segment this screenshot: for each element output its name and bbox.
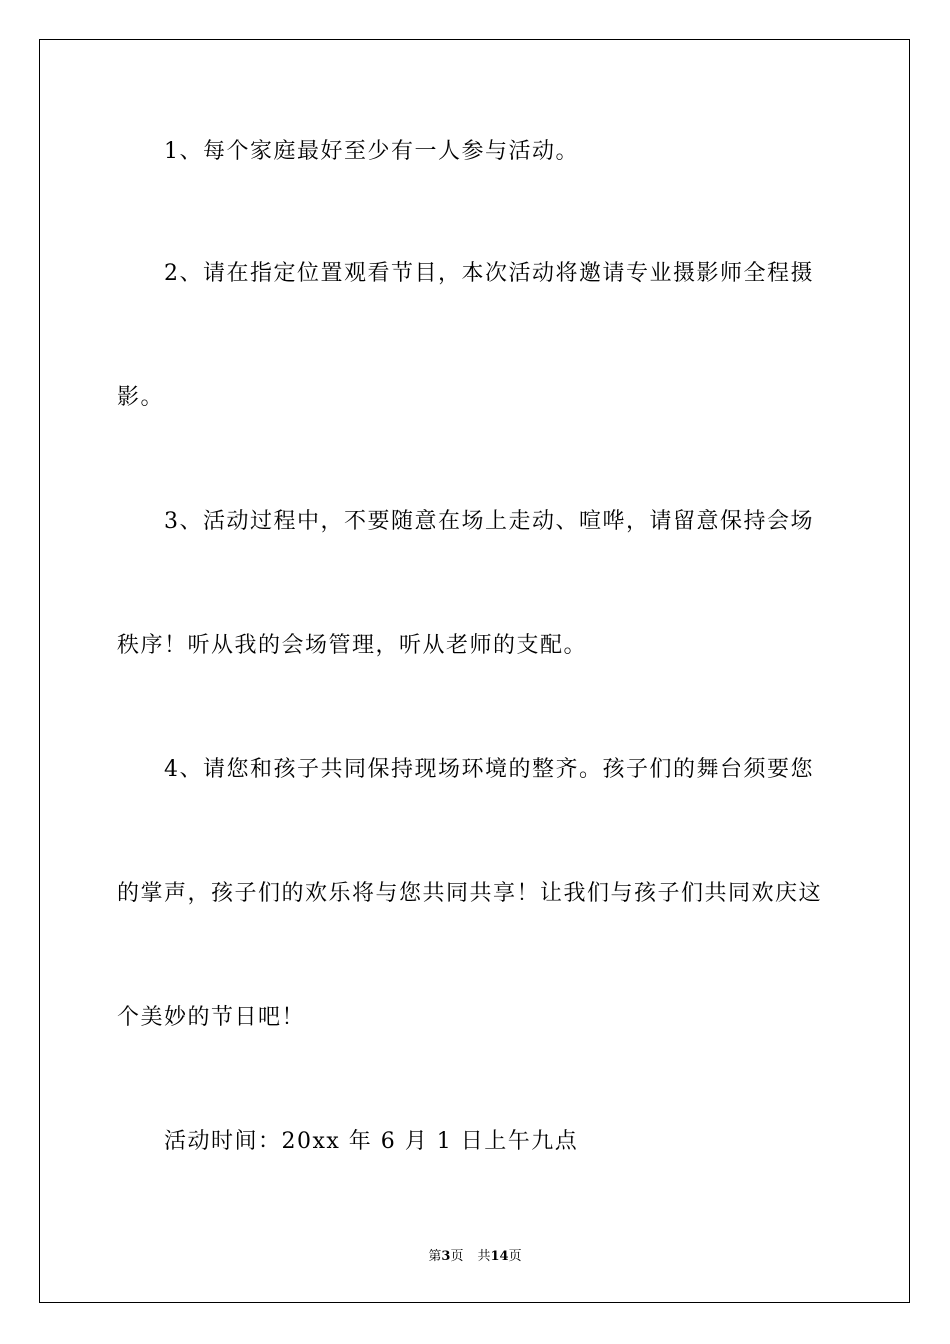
paragraph-2-line-1: 2、请在指定位置观看节目，本次活动将邀请专业摄影师全程摄 xyxy=(164,261,814,286)
paragraph-4-line-2: 的掌声，孩子们的欢乐将与您共同共享！让我们与孩子们共同欢庆这 xyxy=(117,881,823,906)
page-border xyxy=(39,39,910,1303)
total-suffix: 页 xyxy=(508,1249,522,1264)
page-suffix: 页 xyxy=(450,1249,464,1264)
paragraph-3-line-2: 秩序！听从我的会场管理，听从老师的支配。 xyxy=(117,633,588,658)
total-pages: 14 xyxy=(490,1249,509,1264)
page-footer xyxy=(0,1248,950,1266)
paragraph-1-line-1: 1、每个家庭最好至少有一人参与活动。 xyxy=(164,139,579,164)
paragraph-4-line-3: 个美妙的节日吧！ xyxy=(117,1005,306,1030)
page-number: 3 xyxy=(441,1249,451,1264)
paragraph-3-line-1: 3、活动过程中，不要随意在场上走动、喧哗，请留意保持会场 xyxy=(164,509,814,534)
paragraph-2-line-2: 影。 xyxy=(117,385,165,410)
page-prefix: 第 xyxy=(428,1249,442,1264)
paragraph-4-line-1: 4、请您和孩子共同保持现场环境的整齐。孩子们的舞台须要您 xyxy=(164,757,814,782)
total-prefix: 共 xyxy=(477,1249,491,1264)
event-time-line: 活动时间：20xx 年 6 月 1 日上午九点 xyxy=(164,1129,579,1154)
